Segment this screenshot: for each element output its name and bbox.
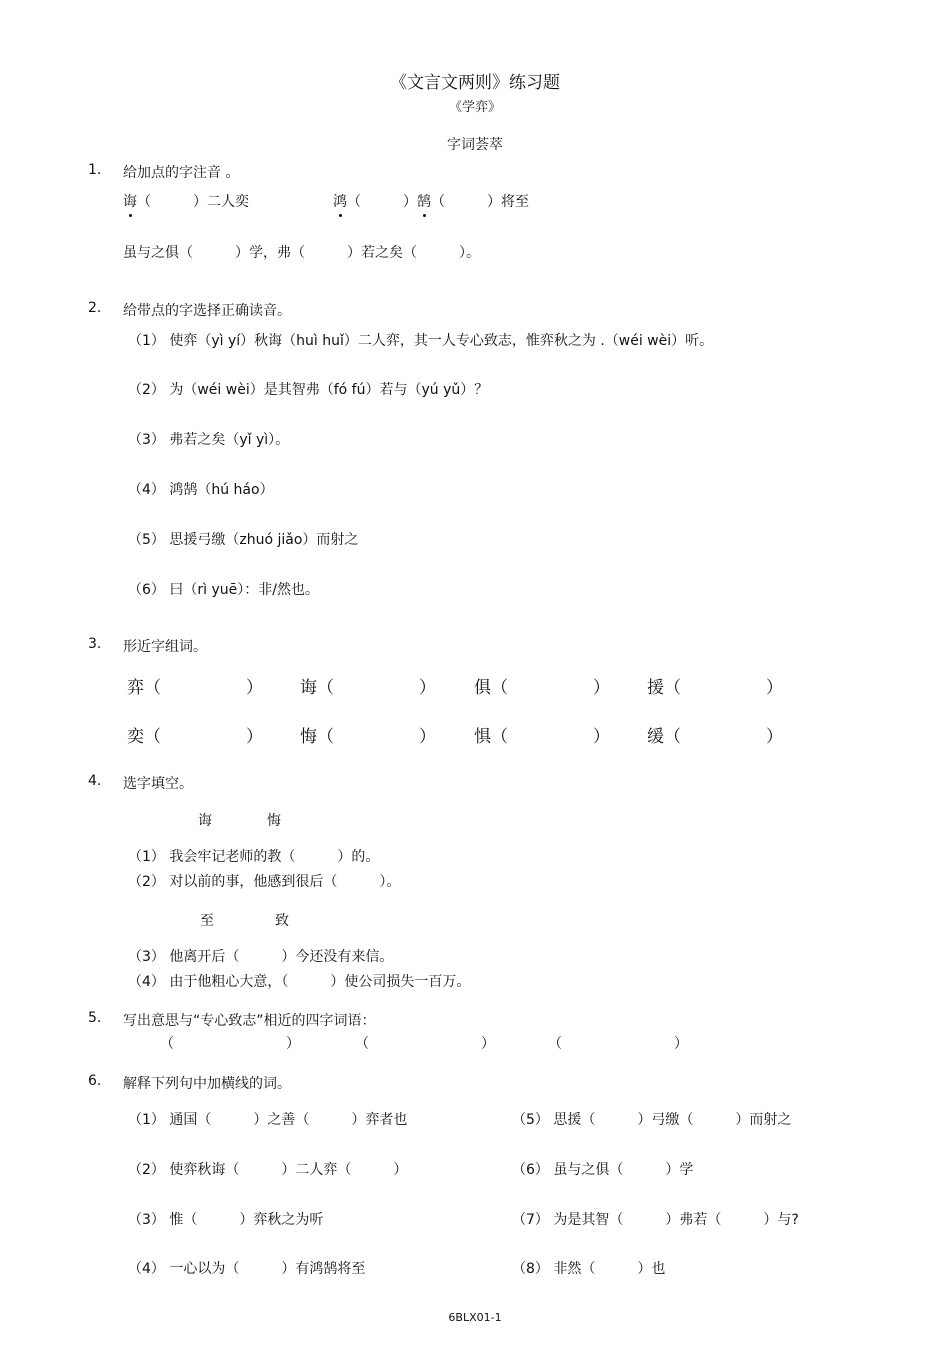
q4-item-2: （2） 对以前的事，他感到很后（ ）。 [128, 874, 401, 890]
page-title: 《文言文两则》练习题 [390, 73, 560, 93]
q3-row2-1: 奕（ ） [127, 727, 263, 747]
q1-line2 [123, 242, 480, 262]
q1-text: 给加点的字注音 。 [123, 165, 240, 181]
q6-right-8: （8） 非然（ ）也 [512, 1261, 666, 1277]
q6-number: 6. [88, 1073, 102, 1089]
q3-text: 形近字组词。 [123, 639, 207, 655]
page-footer-code: 6BLX01-1 [448, 1311, 502, 1324]
q2-number: 2. [88, 300, 102, 316]
q6-text: 解释下列句中加横线的词。 [123, 1076, 291, 1092]
q1-blank-a: （ ）二人奕 [137, 194, 249, 210]
q4-item-3: （3） 他离开后（ ）今还没有来信。 [128, 949, 394, 965]
q5-text: 写出意思与“专心致志”相近的四字词语： [123, 1013, 376, 1029]
q3-row1-1: 弈（ ） [127, 678, 263, 698]
q6-left-2: （2） 使弈秋诲（ ）二人弈（ ） [128, 1162, 408, 1178]
q4-text: 选字填空。 [123, 776, 193, 792]
q1-line1b [333, 191, 529, 211]
q1-char-c: 鹄 [417, 191, 431, 211]
page-subtitle: 《学弈》 [448, 100, 501, 115]
q1-blank-b: （ ） [347, 194, 417, 210]
q2-item-4: （4） 鸿鹄（hú háo） [128, 482, 274, 498]
q1-line2-pre: 虽与之俱 [123, 245, 179, 261]
q2-item-2: （2） 为（wéi wèi）是其智弗（fó fú）若与（yú yǔ）？ [128, 382, 489, 398]
q2-item-3: （3） 弗若之矣（yǐ yì）。 [128, 432, 290, 448]
q1-char-b: 鸿 [333, 191, 347, 211]
q3-row2-2: 悔（ ） [300, 727, 436, 747]
q6-right-6: （6） 虽与之俱（ ）学 [512, 1162, 694, 1178]
q5-blank-1: （ ） [160, 1036, 300, 1052]
q1-char-a: 诲 [123, 191, 137, 211]
q5-blank-2: （ ） [355, 1036, 495, 1052]
q6-right-7: （7） 为是其智（ ）弗若（ ）与? [512, 1212, 799, 1228]
q1-blank-c: （ ）将至 [431, 194, 529, 210]
q6-left-3: （3） 惟（ ）弈秋之为听 [128, 1212, 324, 1228]
section-heading: 字词荟萃 [447, 137, 503, 153]
q4-number: 4. [88, 773, 102, 789]
q3-number: 3. [88, 636, 102, 652]
q1-line2-f: （ ）。 [403, 245, 480, 261]
q1-number: 1. [88, 162, 102, 178]
q4-choice-2a: 至 [200, 913, 214, 929]
q4-choice-2b: 致 [275, 913, 289, 929]
q1-line2-d: （ ）学，弗 [179, 245, 291, 261]
q3-row2-4: 缓（ ） [647, 727, 783, 747]
q1-line2-e: （ ）若之矣 [291, 245, 403, 261]
q4-choice-1a: 诲 [198, 813, 212, 829]
q2-item-5: （5） 思援弓缴（zhuó jiǎo）而射之 [128, 532, 359, 548]
q5-number: 5. [88, 1010, 102, 1026]
q4-choice-1b: 悔 [267, 813, 281, 829]
q2-item-6: （6） 曰（rì yuē）：非/然也。 [128, 582, 319, 598]
q6-right-5: （5） 思援（ ）弓缴（ ）而射之 [512, 1112, 792, 1128]
q3-row2-3: 惧（ ） [474, 727, 610, 747]
q6-left-1: （1） 通国（ ）之善（ ）弈者也 [128, 1112, 408, 1128]
q4-item-1: （1） 我会牢记老师的教（ ）的。 [128, 849, 380, 865]
q2-item-1: （1） 使弈（yì yí）秋诲（huì huǐ）二人弈，其一人专心致志，惟弈秋之为 .（wéi wèi）听。 [128, 333, 714, 349]
q2-text: 给带点的字选择正确读音。 [123, 303, 291, 319]
q3-row1-2: 诲（ ） [300, 678, 436, 698]
q3-row1-3: 俱（ ） [474, 678, 610, 698]
q4-item-4: （4） 由于他粗心大意，（ ）使公司损失一百万。 [128, 974, 471, 990]
q1-line1 [123, 191, 249, 211]
q3-row1-4: 援（ ） [647, 678, 783, 698]
q5-blank-3: （ ） [548, 1036, 688, 1052]
q6-left-4: （4） 一心以为（ ）有鸿鹄将至 [128, 1261, 366, 1277]
